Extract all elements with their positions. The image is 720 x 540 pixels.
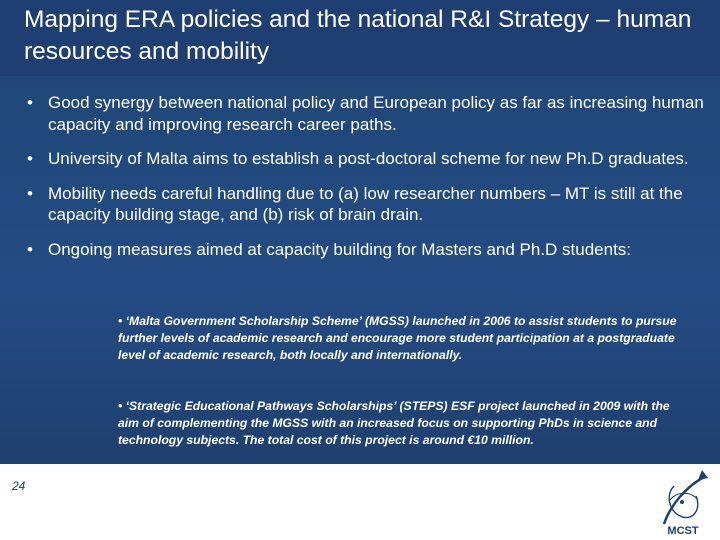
bullet-item — [24, 92, 714, 135]
logo-text: MCST — [667, 525, 699, 537]
sub-bullet-steps: • ‘Strategic Educational Pathways Scholarships’ (STEPS) ESF project launched in 2009 with the aim of complementing the MGSS with an increased focus on supporting PhDs in science and technology subjects. The total cost of this project is around €10 million. — [118, 399, 670, 447]
bullet-text: University of Malta aims to establish a post-doctoral scheme for new Ph.D graduates. — [48, 149, 689, 168]
mcst-logo-emblem-icon — [664, 470, 708, 524]
title-bar — [0, 0, 720, 76]
bullet-text: Mobility needs careful handling due to (a) low researcher numbers – MT is still at the capacity building stage, and (b) risk of brain drain. — [48, 183, 683, 224]
mcst-logo — [652, 466, 714, 538]
sub-bullet-mgss: • ‘Malta Government Scholarship Scheme’ (MGSS) launched in 2006 to assist students to pursue further levels of academic research and encourage more student participation at a postgraduate level of academic research, both locally and internationally. — [118, 314, 677, 362]
footer — [0, 464, 720, 540]
bullet-marker: • — [27, 239, 33, 259]
bullet-marker: • — [27, 183, 33, 203]
bullet-text: Good synergy between national policy and European policy as far as increasing human capacity and improving research career paths. — [48, 93, 704, 134]
bullet-text: Ongoing measures aimed at capacity building for Masters and Ph.D students: — [48, 239, 632, 259]
bullet-marker: • — [27, 93, 33, 112]
bullet-list — [24, 92, 714, 273]
bullet-item — [24, 148, 714, 170]
bullet-item — [24, 183, 714, 226]
slide-title: Mapping ERA policies and the national R&I Strategy – human resources and mobility — [24, 6, 692, 65]
page-number: 24 — [12, 479, 26, 493]
bullet-item — [24, 239, 714, 261]
bullet-marker: • — [27, 149, 33, 168]
